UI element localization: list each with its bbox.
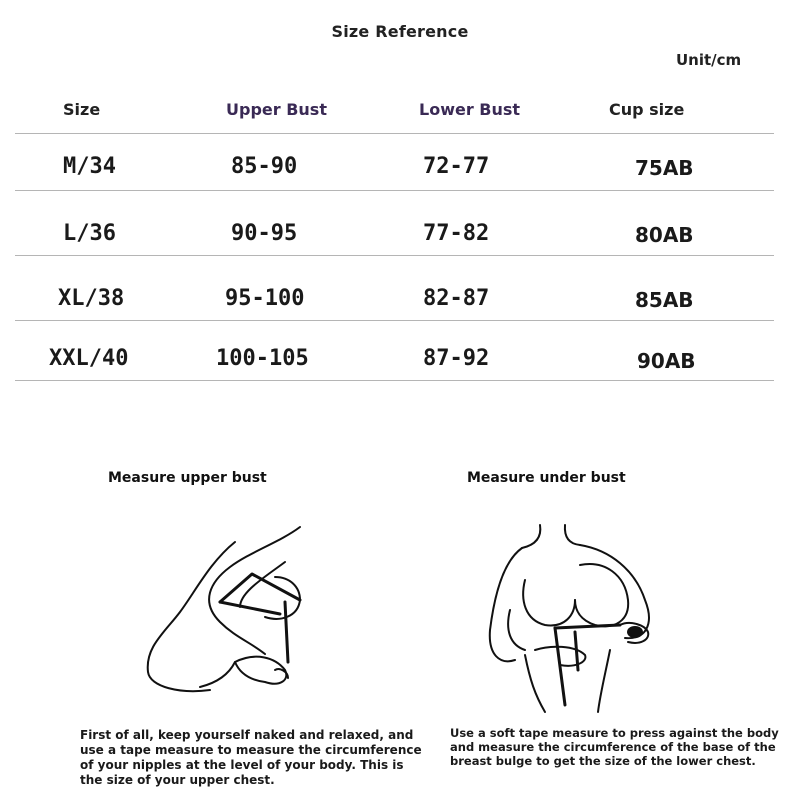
table-row [15,134,774,191]
header-size: Size [63,100,101,119]
cell-cup-size: 85AB [635,288,694,312]
page-title: Size Reference [331,22,469,41]
upper-bust-illustration [140,522,340,702]
header-upper-bust: Upper Bust [226,100,327,119]
cell-lower-bust: 72-77 [423,154,490,179]
description-line: the size of your upper chest. [80,773,275,787]
cell-size: XL/38 [58,286,125,311]
table-header [15,90,774,134]
cell-size: XXL/40 [49,346,129,371]
table-row [15,191,774,256]
description-line: use a tape measure to measure the circumference [80,743,422,757]
description-line: breast bulge to get the size of the lower chest. [450,754,756,768]
cell-cup-size: 75AB [635,156,694,180]
cell-lower-bust: 87-92 [423,346,490,371]
measure-under-description [450,726,779,768]
unit-label: Unit/cm [676,51,742,69]
measure-upper-description [80,728,422,788]
table-row [15,256,774,321]
description-line: First of all, keep yourself naked and relaxed, and [80,728,414,742]
table-row [15,321,774,381]
header-lower-bust: Lower Bust [419,100,521,119]
cell-lower-bust: 77-82 [423,221,490,246]
cell-cup-size: 90AB [637,349,696,373]
cell-size: L/36 [63,221,116,246]
description-line: of your nipples at the level of your body. This is [80,758,404,772]
cell-upper-bust: 95-100 [225,286,305,311]
description-line: and measure the circumference of the base of the [450,740,776,754]
description-line: Use a soft tape measure to press against the body [450,726,779,740]
size-table [15,90,774,381]
measure-under-caption: Measure under bust [467,470,626,486]
cell-size: M/34 [63,154,116,179]
cell-lower-bust: 82-87 [423,286,490,311]
under-bust-illustration [480,520,670,715]
cell-upper-bust: 90-95 [231,221,298,246]
measure-upper-caption: Measure upper bust [108,470,267,486]
cell-cup-size: 80AB [635,223,694,247]
header-cup-size: Cup size [609,100,685,119]
cell-upper-bust: 100-105 [216,346,309,371]
cell-upper-bust: 85-90 [231,154,298,179]
